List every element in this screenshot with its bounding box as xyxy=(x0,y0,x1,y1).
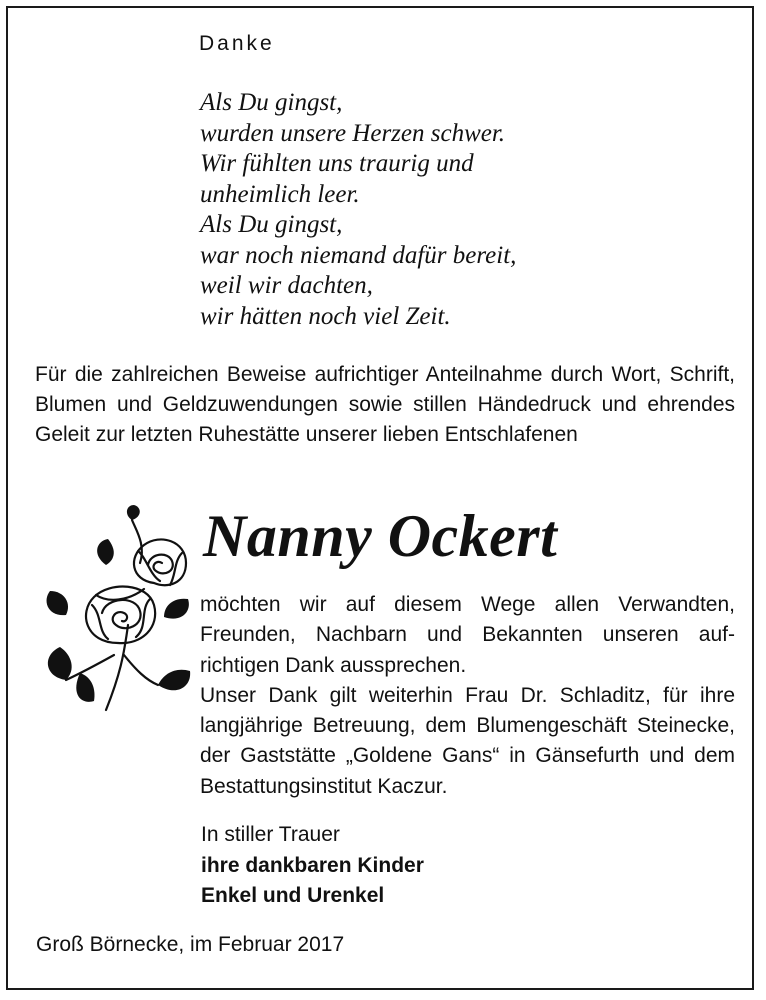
poem-line: war noch niemand dafür bereit, xyxy=(200,241,517,269)
poem-line: Wir fühlten uns traurig und xyxy=(200,150,474,177)
rose-icon xyxy=(36,505,196,720)
deceased-name: Nanny Ockert xyxy=(203,503,558,569)
poem-line: wir hätten noch viel Zeit. xyxy=(200,302,451,330)
further-thanks-paragraph: Unser Dank gilt weiterhin Frau Dr. Schladitz, für ihre langjährige Betreuung, dem Blumengeschäft Steinecke, der Gaststätte „Goldene Gans“ in Gänsefurth und dem Bestattungsinstitut Kaczur. xyxy=(200,683,735,798)
notice-heading: Danke xyxy=(199,32,275,55)
intro-paragraph: Für die zahlreichen Beweise aufrichtiger Anteilnahme durch Wort, Schrift, Blumen und Geldzuwendungen sowie stillen Händedruck und ehrendes Geleit zur letzten Ruhestätte unserer lieben Entschlafenen xyxy=(35,363,735,446)
poem-line: weil wir dachten, xyxy=(200,272,373,299)
closing-family-line: Enkel und Urenkel xyxy=(201,884,385,907)
poem-line: unheimlich leer. xyxy=(200,180,360,208)
thanks-paragraph: möchten wir auf diesem Wege allen Verwandten, Freunden, Nachbarn und Bekannten unseren aufrichtigen Dank aussprechen. xyxy=(200,593,735,677)
place-and-date: Groß Börnecke, im Februar 2017 xyxy=(36,933,345,956)
poem xyxy=(200,88,516,332)
closing-line: In stiller Trauer xyxy=(201,823,340,846)
closing-family-line: ihre dankbaren Kinder xyxy=(201,853,424,877)
closing-signature xyxy=(201,820,424,912)
poem-line: Als Du gingst, xyxy=(200,211,343,238)
poem-line: Als Du gingst, xyxy=(200,89,343,116)
thanks-text xyxy=(200,590,735,802)
poem-line: wurden unsere Herzen schwer. xyxy=(200,119,506,147)
